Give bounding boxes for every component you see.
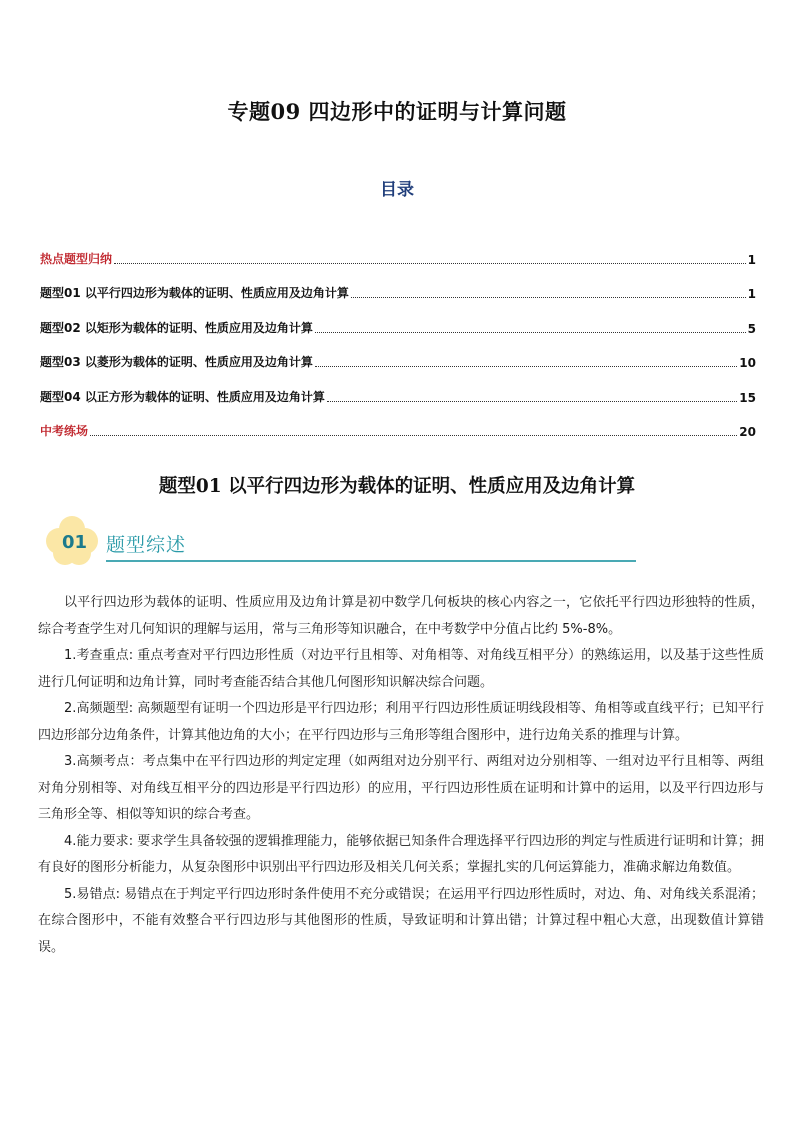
toc-item-type-02[interactable]: [40, 301, 756, 336]
section-banner: [44, 515, 636, 567]
toc-item-page: 1: [747, 252, 756, 267]
section-title: 题型01 以平行四边形为载体的证明、性质应用及边角计算: [158, 476, 636, 497]
overview-paragraph-errors: 5.易错点: 易错点在于判定平行四边形时条件使用不充分或错误；在运用平行四边形性质时，对边、角、对角线关系混淆；在综合图形中，不能有效整合平行四边形与其他图形的性质，导致证明和计算出错；计算过程中粗心大意，出现数值计算错误。: [38, 886, 764, 955]
toc-leader-dots: [351, 297, 746, 298]
toc-leader-dots: [315, 366, 737, 367]
overview-paragraph-intro: 以平行四边形为载体的证明、性质应用及边角计算是初中数学几何板块的核心内容之一，它依托平行四边形独特的性质，综合考查学生对几何知识的理解与运用，常与三角形等知识融合，在中考数学中分值占比约 5%-8%。: [38, 595, 764, 637]
toc-item-page: 20: [739, 425, 756, 439]
toc-item-page: 1: [747, 287, 756, 301]
document-title: 专题09 四边形中的证明与计算问题: [227, 99, 567, 124]
overview-paragraph-frequent-types: 2.高频题型: 高频题型有证明一个四边形是平行四边形；利用平行四边形性质证明线段相等、角相等或直线平行；已知平行四边形部分边角条件，计算其他边角的大小；在平行四边形与三角形等组合图形中，进行边角关系的推理与计算。: [38, 701, 764, 743]
toc-leader-dots: [90, 435, 737, 436]
toc-item-label: 题型03 以菱形为载体的证明、性质应用及边角计算: [40, 355, 313, 369]
banner-label: 题型综述: [106, 534, 187, 556]
toc-item-type-04[interactable]: [40, 370, 756, 405]
overview-paragraph-focus: 1.考查重点: 重点考查对平行四边形性质（对边平行且相等、对角相等、对角线互相平分）的熟练运用，以及基于这些性质进行几何证明和边角计算，同时考查能否结合其他几何图形知识解决综合问题。: [38, 648, 764, 690]
toc-item-label: 中考练场: [40, 424, 89, 438]
overview-body: [38, 590, 764, 961]
toc-item-page: 10: [739, 356, 756, 370]
toc-heading: 目录: [380, 180, 414, 200]
toc-item-exam-practice[interactable]: [40, 405, 756, 440]
overview-paragraph-ability: 4.能力要求: 要求学生具备较强的逻辑推理能力，能够依据已知条件合理选择平行四边形的判定与性质进行证明和计算；拥有良好的图形分析能力，从复杂图形中识别出平行四边形及相关几何关系；掌握扎实的几何运算能力，准确求解边角数值。: [38, 833, 764, 875]
toc-item-hot-topics[interactable]: [40, 232, 756, 267]
toc-item-page: 5: [747, 321, 756, 336]
toc-leader-dots: [114, 263, 746, 264]
toc-leader-dots: [327, 401, 737, 402]
toc-leader-dots: [315, 332, 746, 333]
table-of-contents: [40, 232, 756, 439]
toc-item-label: 题型01 以平行四边形为载体的证明、性质应用及边角计算: [40, 286, 349, 300]
toc-item-label: 题型02 以矩形为载体的证明、性质应用及边角计算: [40, 320, 313, 335]
banner-number: 01: [62, 532, 88, 553]
banner-underline: [106, 560, 636, 562]
toc-item-label: 题型04 以正方形为载体的证明、性质应用及边角计算: [40, 389, 325, 404]
toc-item-label: 热点题型归纳: [40, 251, 113, 266]
toc-item-type-01[interactable]: [40, 267, 756, 302]
toc-item-page: 15: [739, 390, 756, 405]
overview-paragraph-frequent-points: 3.高频考点：考点集中在平行四边形的判定定理（如两组对边分别平行、两组对边分别相等、一组对边平行且相等、两组对角分别相等、对角线互相平分的四边形是平行四边形）的应用，平行四边形性质在证明和计算中的运用，以及平行四边形与三角形全等、相似等知识的综合考查。: [38, 754, 764, 822]
toc-item-type-03[interactable]: [40, 336, 756, 371]
